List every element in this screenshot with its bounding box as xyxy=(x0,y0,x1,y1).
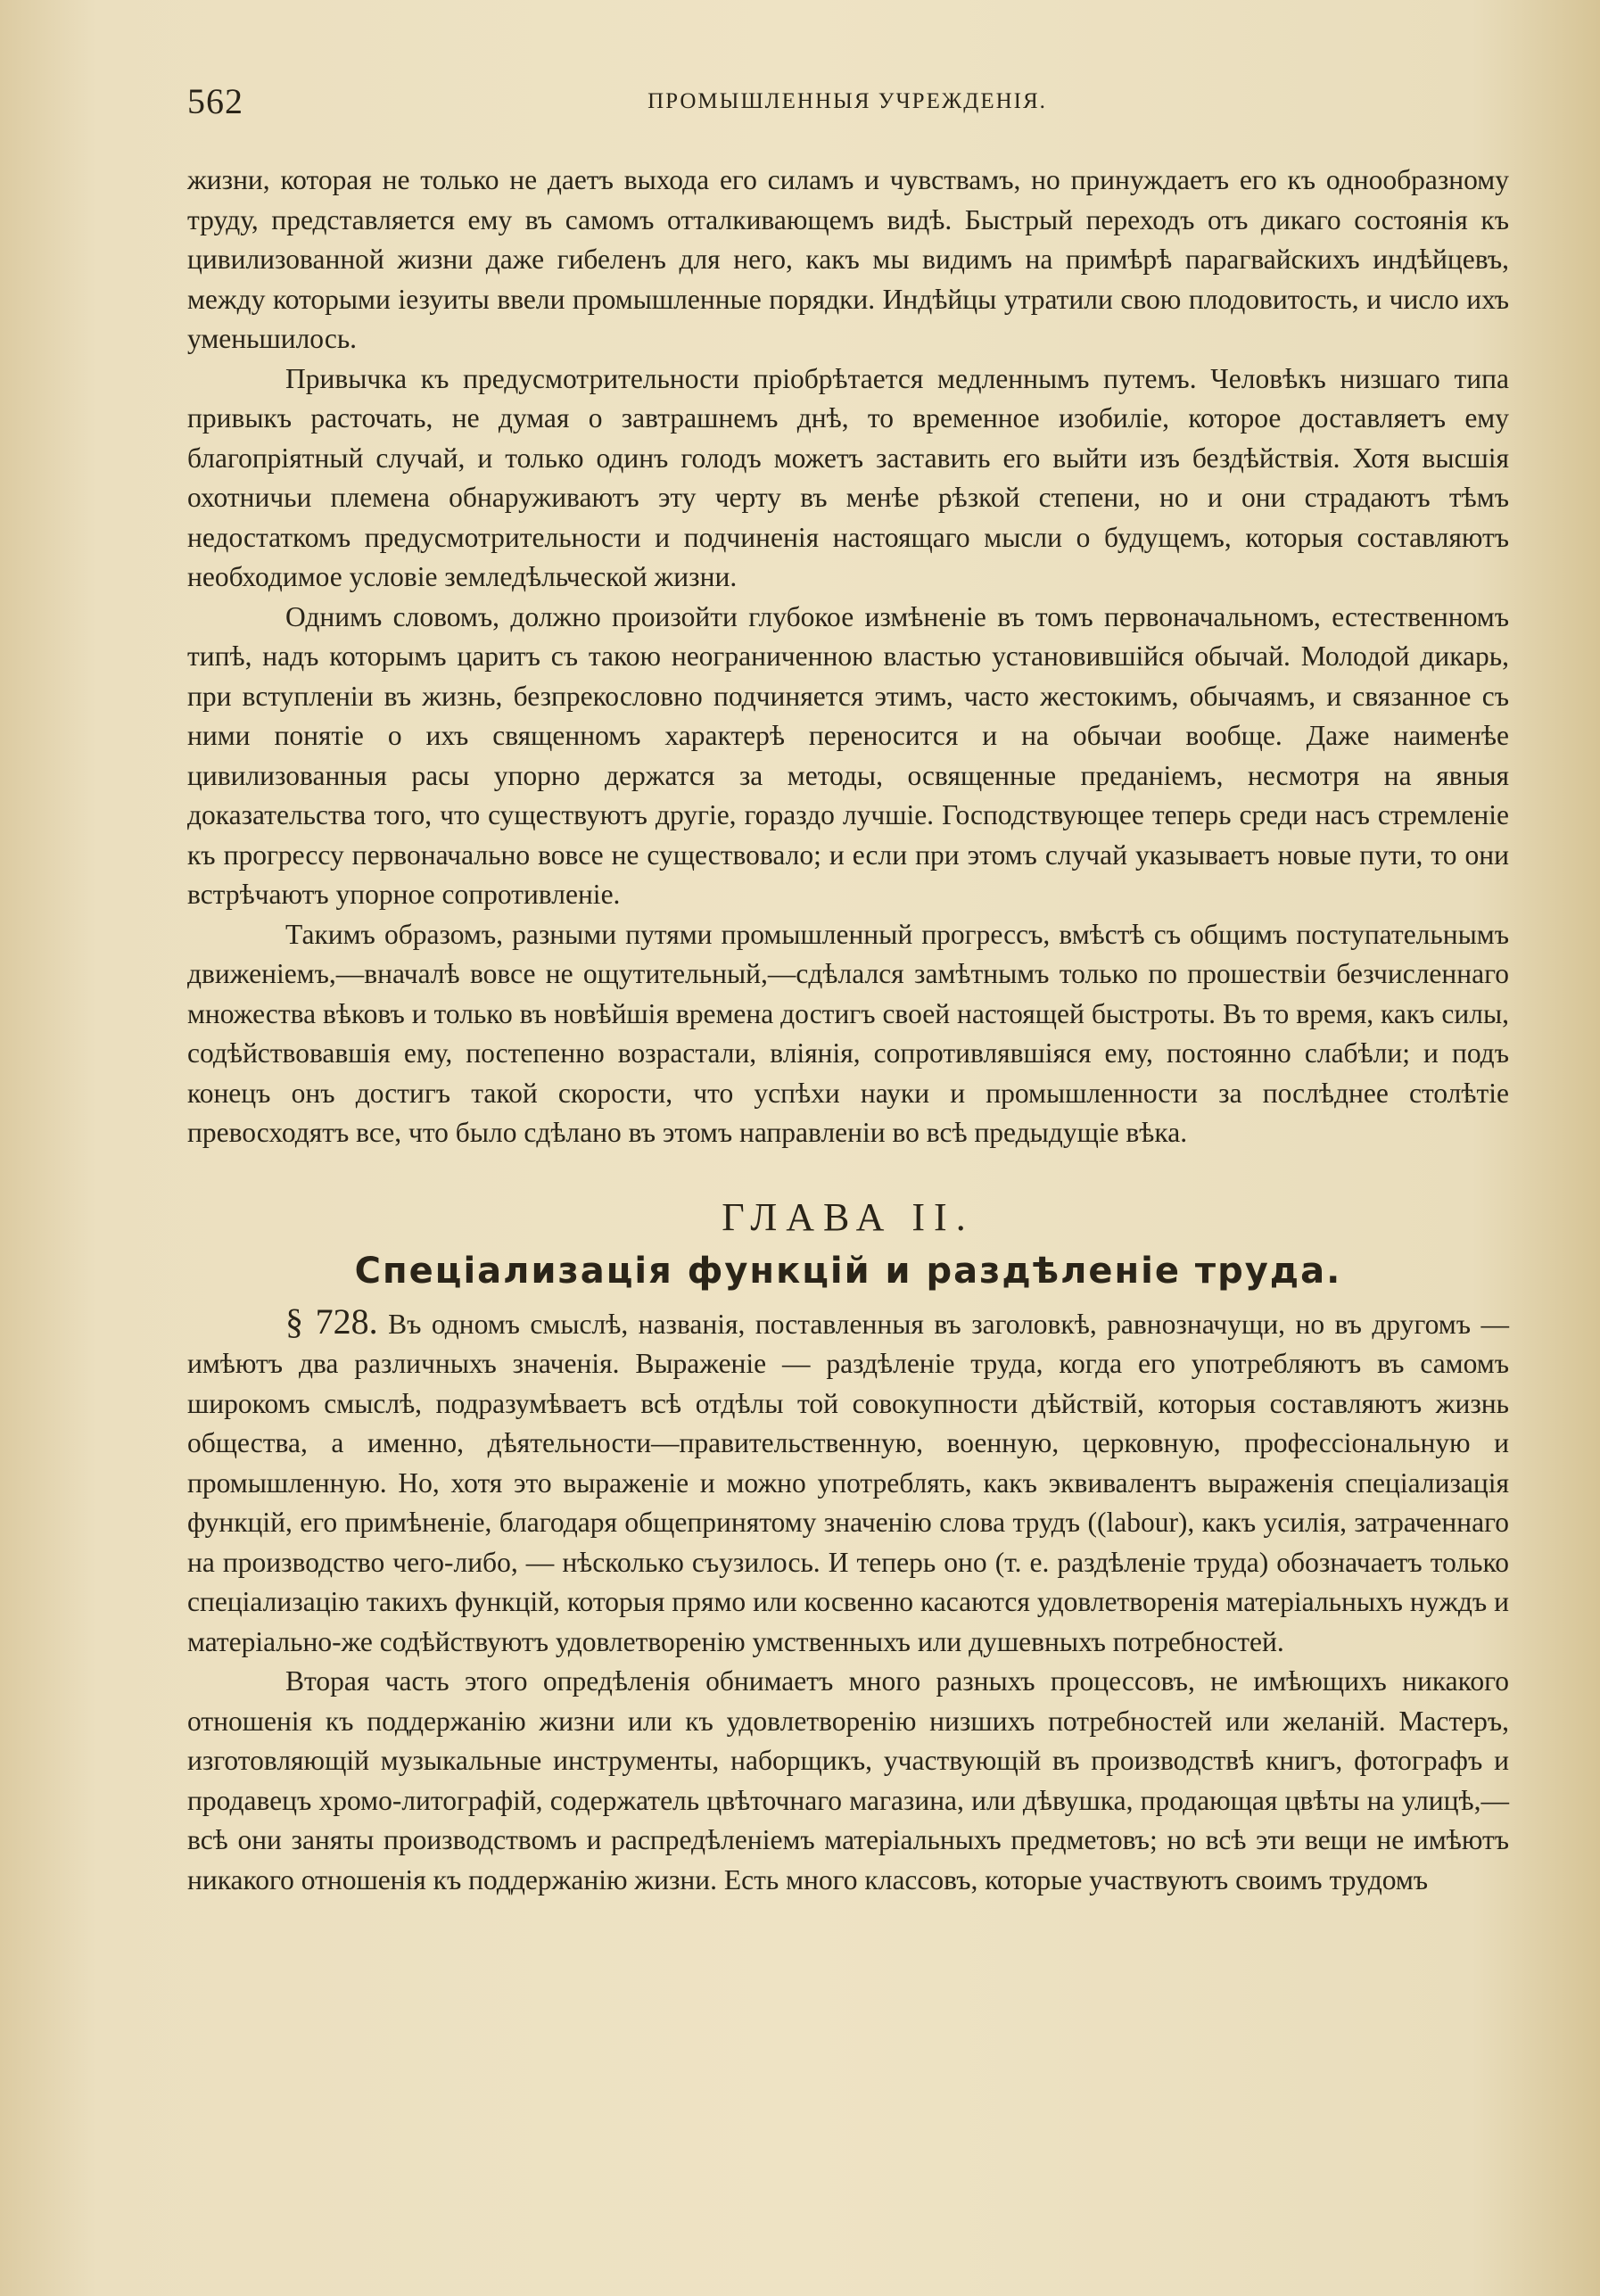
section-text: Въ одномъ смыслѣ, названія, поставленныя въ заголовкѣ, равнозначущи, но въ другомъ — имѣютъ два различныхъ значенія. Выраженіе — раздѣленіе труда, когда его употребляютъ въ самомъ широкомъ смыслѣ, подразумѣваетъ всѣ отдѣлы той совокупности дѣйствій, которыя составляютъ жизнь общества, а именно, дѣятельности—правительственную, военную, церковную, профессіональную и промышленную. Но, хотя это выраженіе и можно употреблять, какъ эквивалентъ выраженія спеціализація функцій, его примѣненіе, благодаря общепринятому значенію слова трудъ ((labour), какъ усилія, затраченнаго на производство чего-либо, — нѣсколько съузилось. И теперь оно (т. е. раздѣленіе труда) обозначаетъ только спеціализацію такихъ функцій, которыя прямо или косвенно касаются удовлетворенія матеріальныхъ нуждъ и матеріально-же содѣйствуютъ удовлетворенію умственныхъ или душевныхъ потребностей. xyxy=(187,1308,1509,1657)
section-sign: § 728. xyxy=(285,1301,378,1342)
paragraph: Однимъ словомъ, должно произойти глубокое измѣненіе въ томъ первоначальномъ, естественномъ типѣ, надъ которымъ царитъ съ такою неограниченною властью установившійся обычай. Молодой дикарь, при вступленіи въ жизнь, безпрекословно подчиняется этимъ, часто жестокимъ, обычаямъ, и связанное съ ними понятіе о ихъ священномъ характерѣ переносится и на обычаи вообще. Даже наименѣе цивилизованныя расы упорно держатся за методы, освященные преданіемъ, несмотря на явныя доказательства того, что существуютъ другіе, гораздо лучшіе. Господствующее теперь среди насъ стремленіе къ прогрессу первоначально вовсе не существовало; и если при этомъ случай указываетъ новые пути, то они встрѣчаютъ упорное сопротивленіе. xyxy=(187,600,1509,910)
running-title: ПРОМЫШЛЕННЫЯ УЧРЕЖДЕНІЯ. xyxy=(647,89,1047,113)
page-header xyxy=(187,80,1507,125)
chapter-number: ГЛАВА II. xyxy=(722,1194,975,1239)
section-paragraph xyxy=(187,1302,1509,1663)
page-number: 562 xyxy=(187,81,243,121)
paragraph: Вторая часть этого опредѣленія обнимаетъ много разныхъ процессовъ, не имѣющихъ никакого отношенія къ поддержанію жизни или къ удовлетворенію низшихъ потребностей или желаній. Мастеръ, изготовляющій музыкальные инструменты, наборщикъ, участвующій въ производствѣ книгъ, фотографъ и продавецъ хромо-литографій, содержатель цвѣточнаго магазина, или дѣвушка, продающая цвѣты на улицѣ,—всѣ они заняты производствомъ и распредѣленіемъ матеріальныхъ предметовъ; но всѣ эти вещи не имѣютъ никакого отношенія къ поддержанію жизни. Есть много классовъ, которые участвуютъ своимъ трудомъ xyxy=(187,1665,1509,1895)
chapter-title: Спеціализація функцій и раздѣленіе труда. xyxy=(354,1250,1342,1292)
paragraph: жизни, которая не только не даетъ выхода его силамъ и чувствамъ, но принуждаетъ его къ однообразному труду, представляется ему въ самомъ отталкивающемъ видѣ. Быстрый переходъ отъ дикаго состоянія къ цивилизованной жизни даже гибеленъ для него, какъ мы видимъ на примѣрѣ парагвайскихъ индѣйцевъ, между которыми іезуиты ввели промышленные порядки. Индѣйцы утратили свою плодовитость, и число ихъ уменьшилось. xyxy=(187,164,1509,354)
page-body xyxy=(187,161,1509,1900)
paragraph: Такимъ образомъ, разными путями промышленный прогрессъ, вмѣстѣ съ общимъ поступательнымъ движеніемъ,—вначалѣ вовсе не ощутительный,—сдѣлался замѣтнымъ только по прошествіи безчисленнаго множества вѣковъ и только въ новѣйшія времена достигъ своей настоящей быстроты. Въ то время, какъ силы, содѣйствовавшія ему, постепенно возрастали, вліянія, сопротивлявшіяся ему, постоянно слабѣли; и подъ конецъ онъ достигъ такой скорости, что успѣхи науки и промышленности за послѣднее столѣтіе превосходятъ все, что было сдѣлано въ этомъ направленіи во всѣ предыдущіе вѣка. xyxy=(187,918,1509,1148)
paragraph: Привычка къ предусмотрительности пріобрѣтается медленнымъ путемъ. Человѣкъ низшаго типа привыкъ расточать, не думая о завтрашнемъ днѣ, то временное изобиліе, которое доставляетъ ему благопріятный случай, и только одинъ голодъ можетъ заставить его выйти изъ бездѣйствія. Хотя высшія охотничьи племена обнаруживаютъ эту черту въ менѣе рѣзкой степени, но и они страдаютъ тѣмъ недостаткомъ предусмотрительности и подчиненія настоящаго мысли о будущемъ, которыя составляютъ необходимое условіе земледѣльческой жизни. xyxy=(187,362,1509,592)
